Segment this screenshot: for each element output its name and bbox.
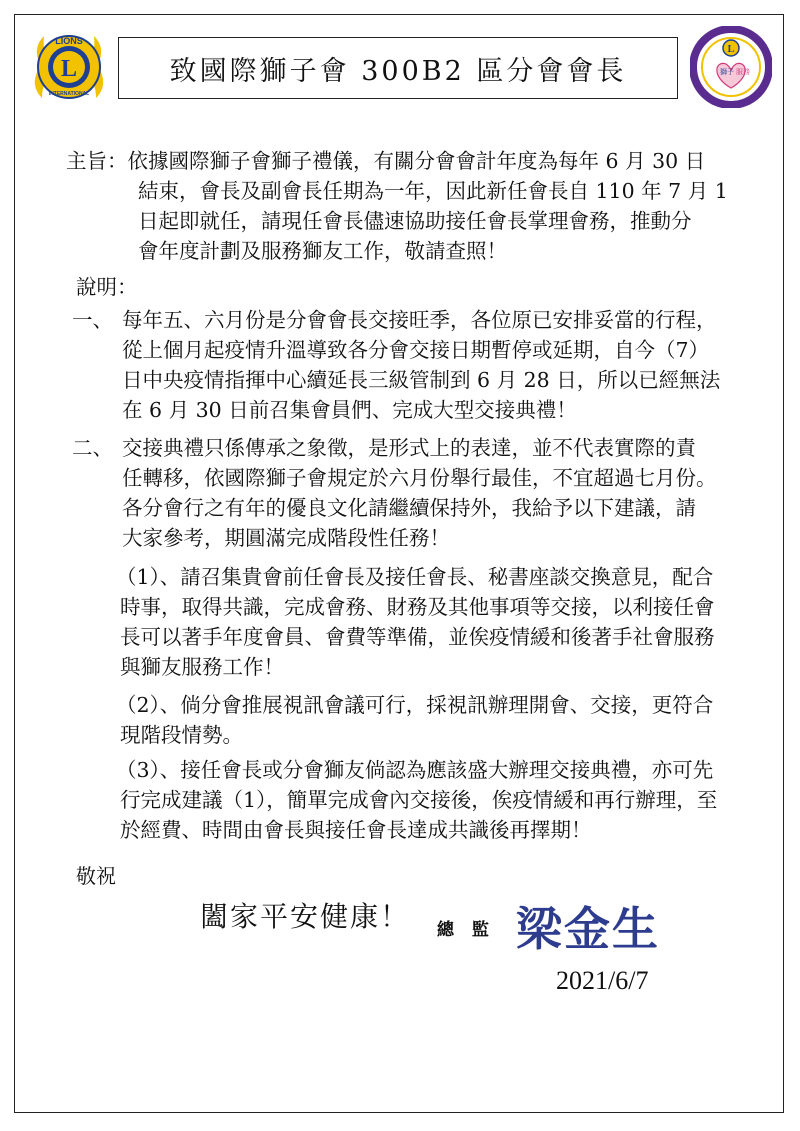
item-number: 二、 [72,436,113,460]
subject-line [66,146,728,176]
explanation-label: 說明： [76,275,138,299]
suggestion-2 [116,690,713,750]
item-line: 日中央疫情指揮中心續延長三級管制到 6 月 28 日，所以已經無法 [122,368,721,392]
suggestion-line: 現階段情勢。 [120,723,243,747]
explanation-item-2 [72,433,717,553]
lions-bottom-text: INTERNATIONAL [48,91,90,97]
subject-line: 結束，會長及副會長任期為一年，因此新任會長自 110 年 7 月 1 [138,179,728,203]
subject-line: 日起即就任，請現任會長儘速協助接任會長掌理會務，推動分 [138,209,692,233]
lions-international-emblem-icon [28,26,110,108]
lions-top-text: LIONS [55,36,83,46]
suggestion-line: 與獅友服務工作！ [120,655,284,679]
letter-title-box [118,37,678,99]
item-line: 各分會行之有年的優良文化請繼續保持外，我給予以下建議，請 [122,496,696,520]
subject-label: 主旨： [66,149,128,173]
subject-section [66,146,728,266]
signer-name: 梁金生 [516,902,660,956]
suggestion-line: 於經費、時間由會長與接任會長達成共識後再擇期！ [120,818,592,842]
svg-text:獅子: 獅子 [720,68,734,76]
svg-text:L: L [727,44,735,55]
closing-blessing: 闔家平安健康！ [200,900,411,933]
subject-line: 會年度計劃及服務獅友工作，敬請查照！ [138,239,507,263]
item-line: 在 6 月 30 日前召集會員們、完成大型交接典禮！ [122,398,577,422]
item-line: 交接典禮只係傳承之象徵，是形式上的表達，並不代表實際的責 [122,436,696,460]
letter-title: 致國際獅子會 300B2 區分會會長 [169,55,627,87]
item-line: 每年五、六月份是分會會長交接旺季，各位原已安排妥當的行程， [122,308,717,332]
suggestion-1 [116,562,715,682]
svg-text:服務: 服務 [736,68,750,76]
suggestion-line: 長可以著手年度會員、會費等準備，並俟疫情緩和後著手社會服務 [120,625,715,649]
suggestion-line: （1）、請召集貴會前任會長及接任會長、秘書座談交換意見，配合 [116,565,714,589]
lions-letter: L [60,56,78,82]
subject-text: 依據國際獅子會獅子禮儀，有關分會會計年度為每年 6 月 30 日 [127,149,706,173]
signer-title: 總 監 [437,920,495,940]
suggestion-line: 時事，取得共識，完成會務、財務及其他事項等交接，以利接任會 [120,595,715,619]
suggestion-3 [116,755,717,845]
item-line: 任轉移，依國際獅子會規定於六月份舉行最佳，不宜超過七月份。 [122,466,717,490]
item-number: 一、 [72,308,113,332]
explanation-item-1 [72,305,720,425]
suggestion-line: 行完成建議（1），簡單完成會內交接後，俟疫情緩和再行辦理，至 [120,788,718,812]
district-300b2-emblem-icon [690,26,772,108]
suggestion-line: （3）、接任會長或分會獅友倘認為應該盛大辦理交接典禮，亦可先 [116,758,714,782]
item-line: 從上個月起疫情升溫導致各分會交接日期暫停或延期，自今（7） [122,338,710,362]
suggestion-line: （2）、倘分會推展視訊會議可行，採視訊辦理開會、交接，更符合 [116,693,714,717]
item-line: 大家參考，期圓滿完成階段性任務！ [122,526,450,550]
closing-salutation: 敬祝 [76,864,116,888]
letter-date: 2021/6/7 [556,966,649,995]
